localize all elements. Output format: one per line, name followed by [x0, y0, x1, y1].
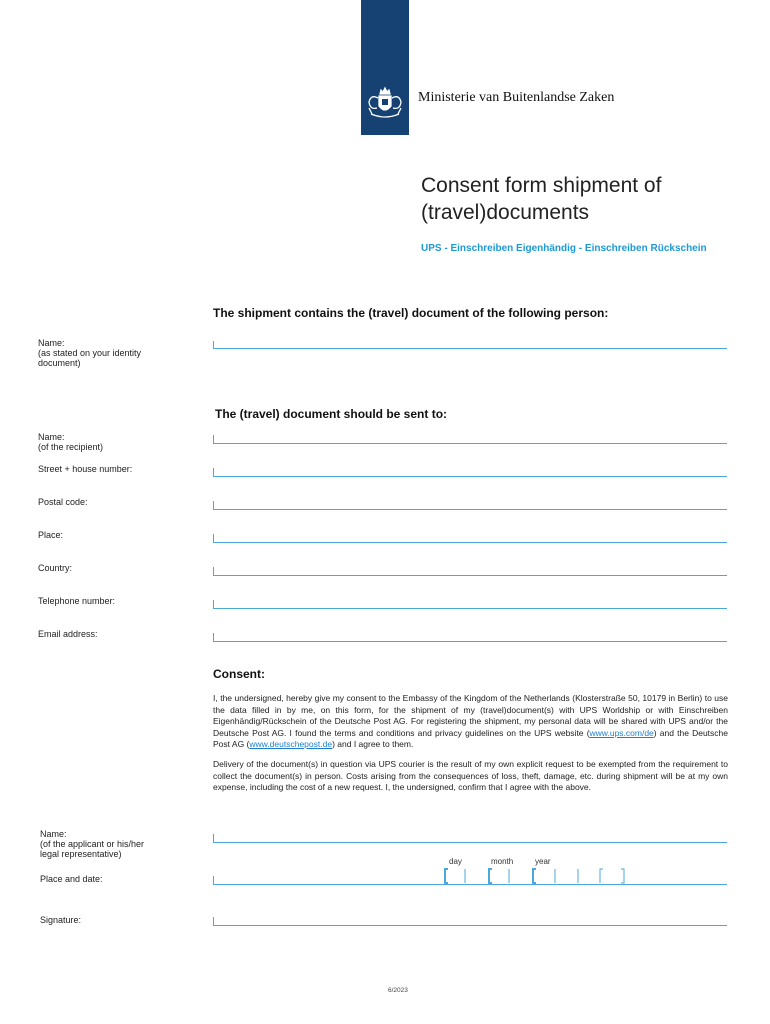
shipping-methods-subtitle: UPS - Einschreiben Eigenhändig - Einschreiben Rückschein: [421, 243, 707, 254]
page-title: [421, 172, 721, 226]
deutsche-post-link[interactable]: www.deutschepost.de: [249, 739, 333, 749]
field-marker: [213, 567, 214, 575]
consent-paragraph-2: Delivery of the document(s) in question via UPS courier is the result of my own explicit request to be exempted from the requirement to collect the document(s) in person. Costs arising from the consequences of loss, theft, damage, etc. during shipment will be at my own expense, including the cost of a new request. I, the undersigned, confirm that I agree with the above.: [213, 759, 728, 792]
field-marker: [213, 600, 214, 608]
field-marker: [213, 501, 214, 509]
field-marker: [213, 633, 214, 641]
recipient-name-field[interactable]: [213, 443, 727, 444]
title-line-1: Consent form shipment of: [421, 174, 662, 197]
person-section-heading: The shipment contains the (travel) document of the following person:: [213, 306, 609, 320]
date-digit-boxes[interactable]: [443, 867, 628, 885]
year-caption: year: [535, 857, 551, 866]
country-label: Country:: [38, 563, 73, 573]
person-name-label: Name: (as stated on your identity document): [38, 338, 142, 368]
consent-paragraph-1: I, the undersigned, hereby give my consent to the Embassy of the Kingdom of the Netherlands (Klosterstraße 50, 10179 in Berlin) to use the data filled in by me, on this form, for the shipment of my (travel)document(s) with UPS Worldship or with Einschreiben Eigenhändig/Rückschein of the Deutsche Post AG. For registering the shipment, my personal data will be shared with UPS and/or the Deutsche Post AG. I found the terms and conditions and privacy guidelines on the UPS website (www.ups.com/de) and the Deutsche Post AG (www.deutschepost.de) and I agree to them.: [213, 693, 728, 749]
applicant-name-field[interactable]: [213, 842, 727, 843]
telephone-label: Telephone number:: [38, 596, 116, 606]
signature-field[interactable]: [213, 925, 727, 926]
day-caption: day: [449, 857, 462, 866]
field-marker: [213, 876, 214, 884]
ups-website-link[interactable]: www.ups.com/de: [589, 727, 654, 738]
place-label: Place:: [38, 530, 64, 540]
recipient-name-label: Name: (of the recipient): [38, 432, 104, 452]
street-field[interactable]: [213, 476, 727, 477]
field-marker: [213, 834, 214, 842]
place-date-label: Place and date:: [40, 874, 103, 884]
ministry-name: Ministerie van Buitenlandse Zaken: [418, 90, 615, 105]
person-name-field[interactable]: [213, 348, 727, 349]
signature-label: Signature:: [40, 915, 82, 925]
place-field[interactable]: [213, 542, 727, 543]
applicant-name-label: Name: (of the applicant or his/her legal representative): [40, 829, 145, 859]
email-label: Email address:: [38, 629, 98, 639]
field-marker: [213, 534, 214, 542]
street-label: Street + house number:: [38, 464, 133, 474]
postal-code-label: Postal code:: [38, 497, 88, 507]
postal-code-field[interactable]: [213, 509, 727, 510]
field-marker: [213, 468, 214, 476]
field-marker: [213, 917, 214, 925]
royal-coat-of-arms-icon: [363, 84, 407, 124]
consent-heading: Consent:: [213, 667, 265, 681]
version-footer: 6/2023: [388, 987, 408, 994]
field-marker: [213, 435, 214, 443]
country-field[interactable]: [213, 575, 727, 576]
recipient-section-heading: The (travel) document should be sent to:: [215, 407, 448, 421]
title-line-2: (travel)documents: [421, 201, 590, 224]
month-caption: month: [491, 857, 514, 866]
email-field[interactable]: [213, 641, 727, 642]
telephone-field[interactable]: [213, 608, 727, 609]
